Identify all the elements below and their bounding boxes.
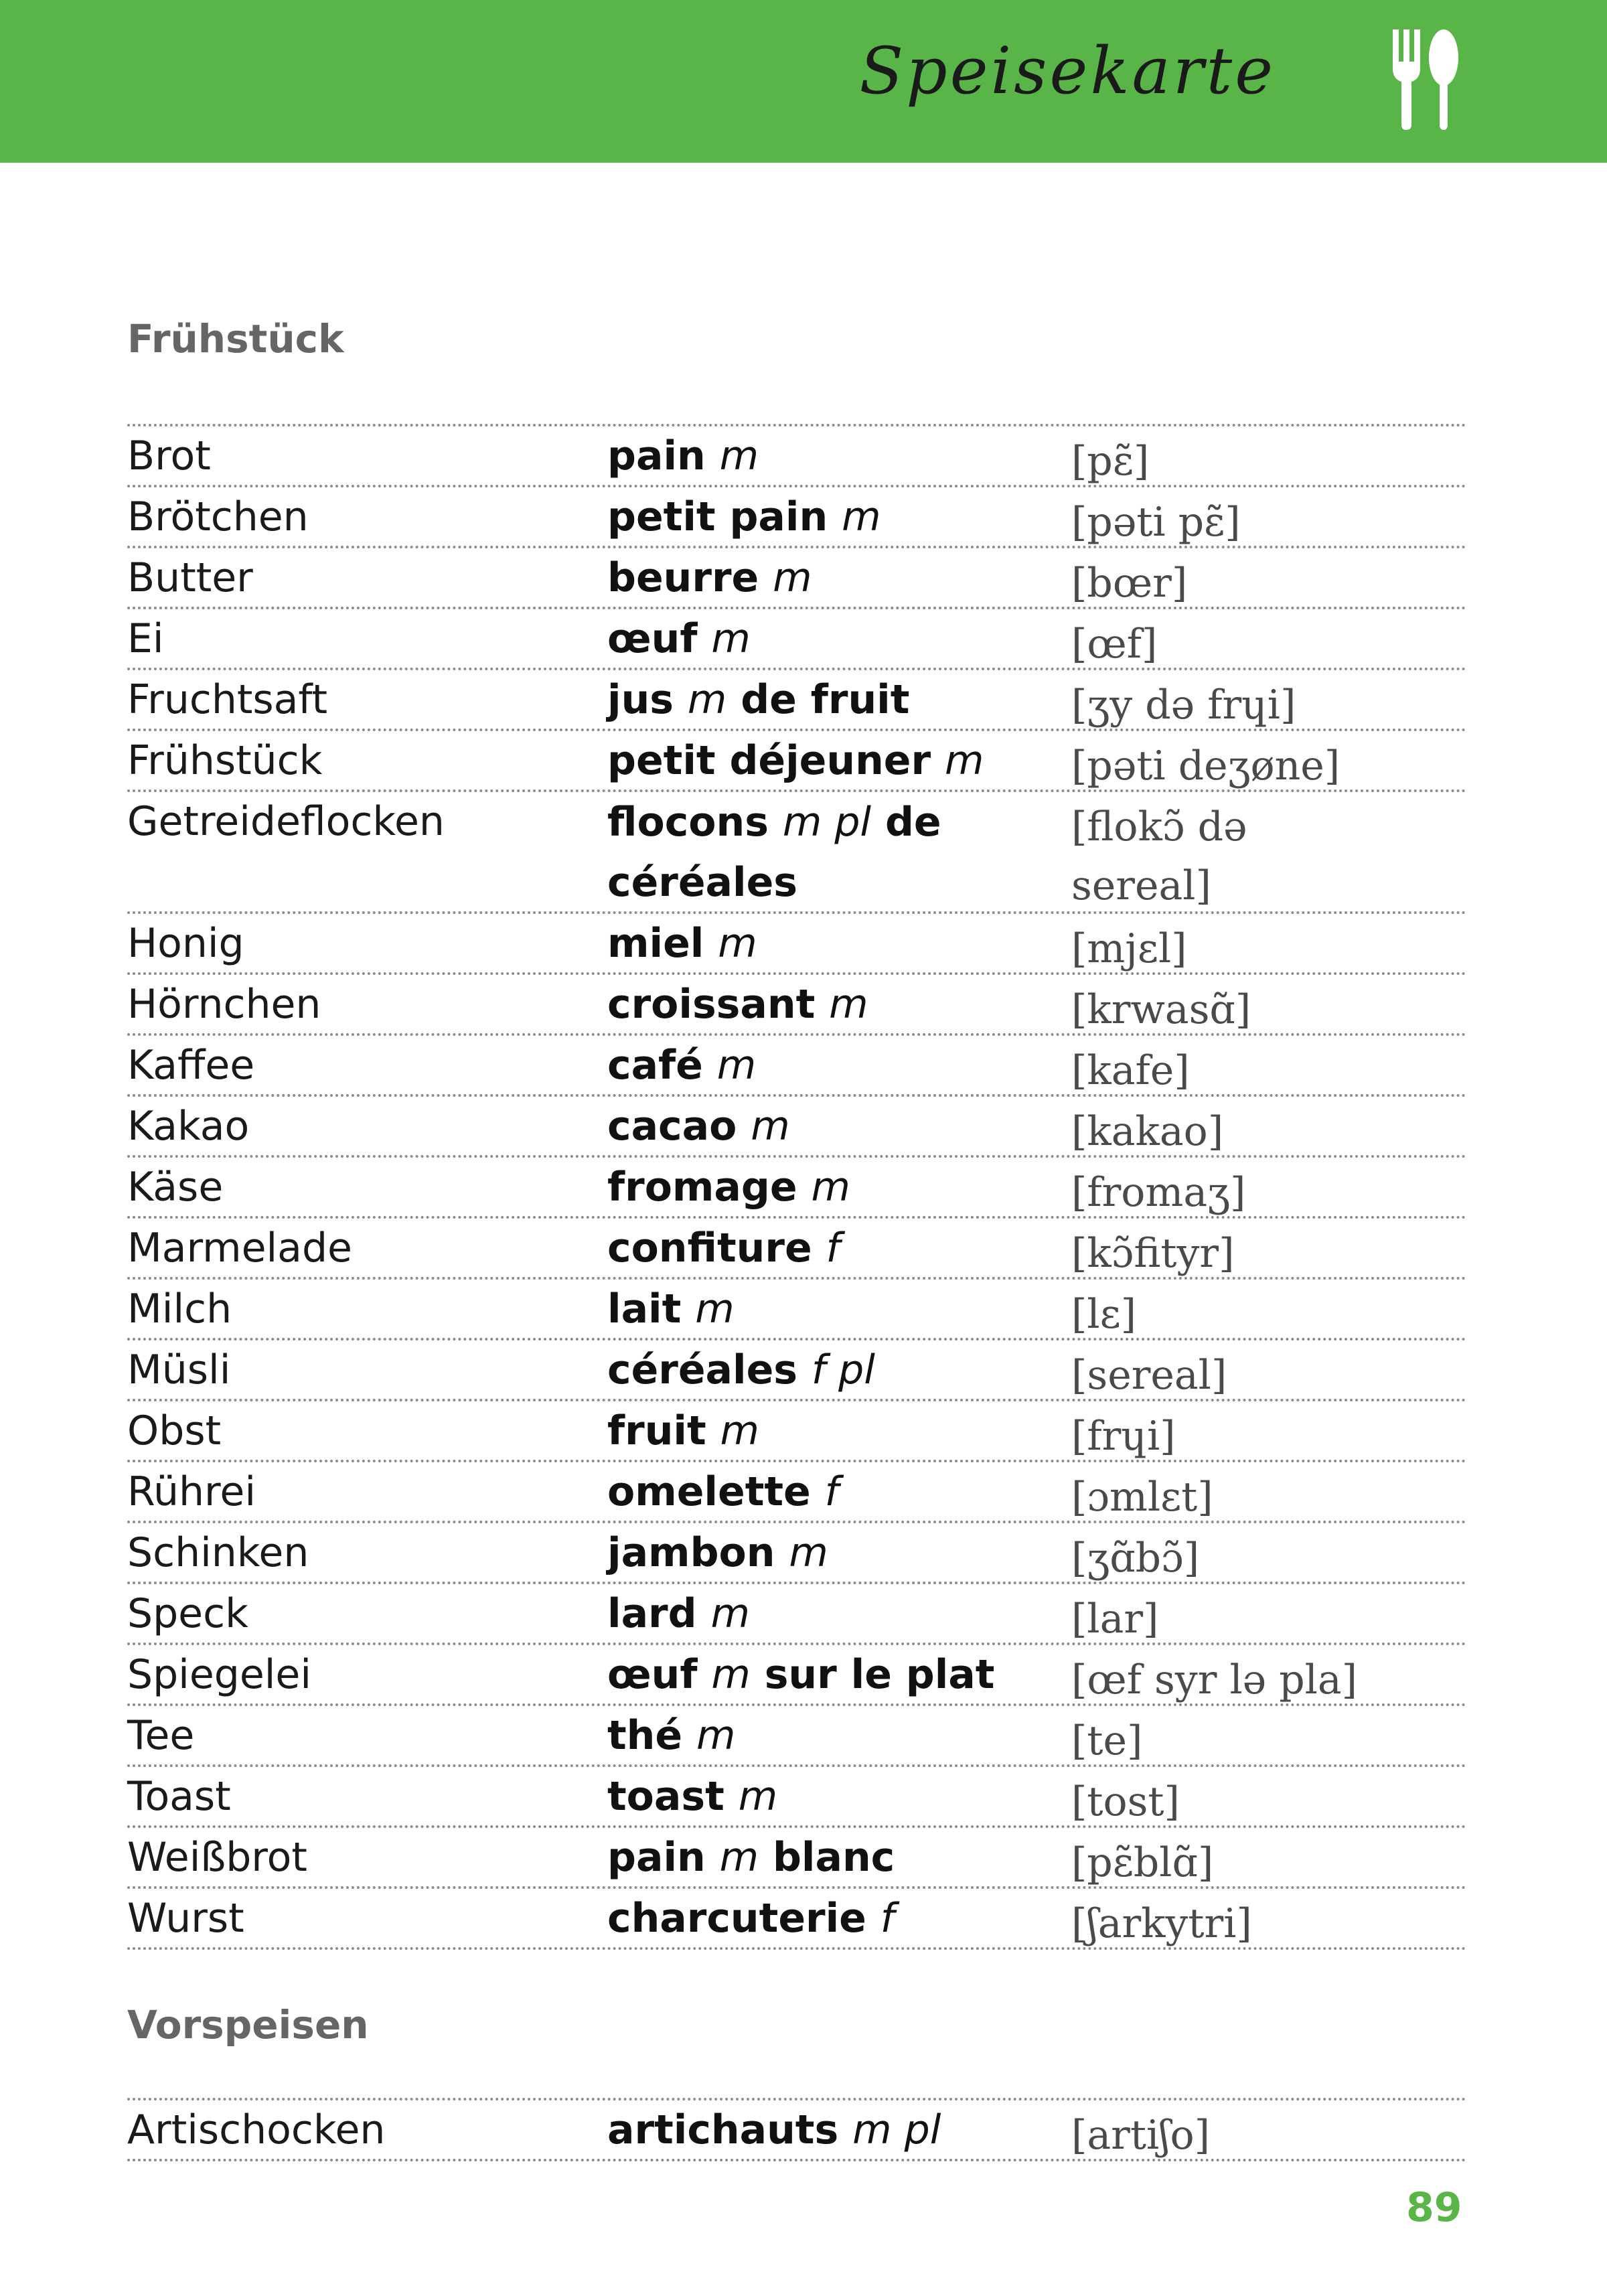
table-row bbox=[127, 670, 1466, 731]
french-word: omelette bbox=[607, 1468, 811, 1515]
gender-label: m bbox=[751, 1103, 790, 1150]
gender-label: m bbox=[696, 1712, 736, 1759]
french-translation bbox=[607, 975, 1049, 1034]
french-translation bbox=[607, 1645, 1049, 1704]
french-translation bbox=[607, 548, 1049, 607]
german-word: Artischocken bbox=[127, 2107, 386, 2153]
french-word: petit déjeuner bbox=[607, 737, 931, 784]
table-row bbox=[127, 1158, 1466, 1219]
phonetic-text: [sereal] bbox=[1071, 1352, 1227, 1399]
french-word: confiture bbox=[607, 1225, 812, 1272]
german-word: Fruchtsaft bbox=[127, 676, 328, 723]
phonetic-transcription bbox=[1071, 1590, 1473, 1649]
table-row bbox=[127, 1584, 1466, 1645]
gender-label: f bbox=[824, 1468, 839, 1515]
phonetic-text: [flokɔ̃ də bbox=[1071, 803, 1247, 850]
phonetic-transcription bbox=[1071, 919, 1473, 978]
table-row bbox=[127, 487, 1466, 548]
gender-label: m bbox=[811, 1164, 850, 1211]
phonetic-transcription bbox=[1071, 432, 1473, 491]
phonetic-text: [ʒɑ̃bɔ̃] bbox=[1071, 1535, 1200, 1582]
table-row bbox=[127, 1462, 1466, 1523]
german-word: Kaffee bbox=[127, 1042, 255, 1089]
gender-label: m bbox=[687, 676, 727, 723]
french-word: thé bbox=[607, 1712, 683, 1759]
phonetic-text-second-line: sereal] bbox=[1071, 862, 1211, 909]
gender-label: m bbox=[719, 433, 759, 479]
phonetic-transcription bbox=[1071, 1894, 1473, 1953]
german-word: Getreideflocken bbox=[127, 798, 445, 845]
phonetic-text: [pɛ̃] bbox=[1071, 438, 1150, 485]
section-title-vorspeisen: Vorspeisen bbox=[127, 2002, 369, 2048]
french-word: cacao bbox=[607, 1103, 737, 1150]
gender-label: m bbox=[773, 554, 812, 601]
phonetic-text: [kakao] bbox=[1071, 1108, 1224, 1155]
french-word-continued: sur le plat bbox=[750, 1651, 995, 1698]
table-row bbox=[127, 1828, 1466, 1889]
german-word: Brot bbox=[127, 433, 211, 479]
section-title-fruehstueck: Frühstück bbox=[127, 316, 344, 362]
german-word: Kakao bbox=[127, 1103, 250, 1150]
french-word: jambon bbox=[607, 1529, 775, 1576]
vocab-table-fruehstueck bbox=[127, 424, 1466, 1950]
phonetic-text: [œf syr lə pla] bbox=[1071, 1657, 1358, 1703]
phonetic-transcription bbox=[1071, 1285, 1473, 1344]
phonetic-text: [lar] bbox=[1071, 1596, 1159, 1642]
french-translation bbox=[607, 427, 1049, 485]
gender-label: m bbox=[695, 1286, 735, 1332]
table-row bbox=[127, 427, 1466, 487]
table-row bbox=[127, 609, 1466, 670]
gender-label: m bbox=[842, 493, 881, 540]
french-translation bbox=[607, 1341, 1049, 1399]
french-word: lait bbox=[607, 1286, 682, 1332]
gender-label: f bbox=[880, 1895, 895, 1942]
phonetic-text: [kafe] bbox=[1071, 1047, 1190, 1094]
gender-label: m pl bbox=[782, 799, 872, 846]
gender-label: m bbox=[716, 1042, 757, 1089]
phonetic-text: [te] bbox=[1071, 1717, 1143, 1764]
table-row bbox=[127, 1219, 1466, 1280]
gender-label: m bbox=[711, 1651, 751, 1698]
gender-label: f bbox=[826, 1225, 840, 1272]
phonetic-transcription bbox=[1071, 676, 1473, 735]
german-word: Tee bbox=[127, 1712, 195, 1759]
phonetic-transcription bbox=[1071, 493, 1473, 552]
french-translation bbox=[607, 1828, 1049, 1887]
phonetic-text: [krwasɑ̃] bbox=[1071, 986, 1251, 1033]
table-row bbox=[127, 975, 1466, 1036]
table-row bbox=[127, 731, 1466, 792]
phonetic-transcription bbox=[1071, 1102, 1473, 1161]
french-word: jus bbox=[607, 676, 674, 723]
table-row bbox=[127, 1523, 1466, 1584]
french-word: œuf bbox=[607, 1651, 698, 1698]
phonetic-transcription bbox=[1071, 1224, 1473, 1283]
phonetic-text: [kɔ̃fityr] bbox=[1071, 1230, 1235, 1277]
phonetic-text: [pəti deʒøne] bbox=[1071, 743, 1341, 789]
french-translation bbox=[607, 914, 1049, 973]
french-word: croissant bbox=[607, 981, 816, 1028]
gender-label: m bbox=[711, 615, 751, 662]
phonetic-text: [ɔmlɛt] bbox=[1071, 1474, 1213, 1521]
french-word: flocons bbox=[607, 799, 769, 846]
german-word: Hörnchen bbox=[127, 981, 321, 1028]
german-word: Honig bbox=[127, 920, 244, 967]
phonetic-text: [fromaʒ] bbox=[1071, 1169, 1246, 1216]
german-word: Milch bbox=[127, 1286, 232, 1332]
german-word: Rührei bbox=[127, 1468, 256, 1515]
french-word-continued: de fruit bbox=[726, 676, 910, 723]
french-word: miel bbox=[607, 920, 704, 967]
german-word: Weißbrot bbox=[127, 1834, 307, 1881]
gender-label: m bbox=[720, 1407, 759, 1454]
phonetic-text: [tost] bbox=[1071, 1778, 1180, 1825]
gender-label: m bbox=[944, 737, 984, 784]
phonetic-transcription bbox=[1071, 1529, 1473, 1588]
gender-label: m bbox=[719, 1834, 759, 1881]
french-translation bbox=[607, 731, 1049, 790]
french-word-second-line: céréales bbox=[607, 859, 798, 906]
german-word: Butter bbox=[127, 554, 253, 601]
table-row bbox=[127, 1889, 1466, 1950]
gender-label: m bbox=[789, 1529, 828, 1576]
german-word: Marmelade bbox=[127, 1225, 352, 1272]
french-word: céréales bbox=[607, 1347, 798, 1393]
german-word: Toast bbox=[127, 1773, 231, 1820]
french-word: café bbox=[607, 1042, 703, 1089]
phonetic-text: [ʒy də frɥi] bbox=[1071, 682, 1296, 729]
phonetic-text: [pɛ̃blɑ̃] bbox=[1071, 1839, 1214, 1886]
french-translation bbox=[607, 1462, 1049, 1521]
gender-label: m bbox=[829, 981, 868, 1028]
german-word: Obst bbox=[127, 1407, 222, 1454]
french-word: pain bbox=[607, 1834, 706, 1881]
phonetic-transcription bbox=[1071, 2106, 1473, 2165]
german-word: Frühstück bbox=[127, 737, 323, 784]
french-translation bbox=[607, 1401, 1049, 1460]
phonetic-text: [mjɛl] bbox=[1071, 925, 1187, 972]
gender-label: m pl bbox=[852, 2107, 941, 2153]
table-row bbox=[127, 1036, 1466, 1097]
french-word: petit pain bbox=[607, 493, 828, 540]
gender-label: f pl bbox=[811, 1347, 875, 1393]
phonetic-text: [frɥi] bbox=[1071, 1413, 1176, 1460]
gender-label: m bbox=[718, 920, 757, 967]
table-row bbox=[127, 1341, 1466, 1401]
french-word: pain bbox=[607, 433, 706, 479]
french-word: fruit bbox=[607, 1407, 706, 1454]
phonetic-transcription bbox=[1071, 737, 1473, 795]
header-title: Speisekarte bbox=[859, 33, 1276, 108]
table-row bbox=[127, 914, 1466, 975]
table-row bbox=[127, 792, 1466, 914]
cutlery-icon bbox=[1387, 29, 1461, 130]
phonetic-transcription bbox=[1071, 980, 1473, 1039]
table-row bbox=[127, 1767, 1466, 1828]
phonetic-transcription bbox=[1071, 554, 1473, 613]
phonetic-transcription bbox=[1071, 1163, 1473, 1222]
phonetic-transcription bbox=[1071, 1651, 1473, 1709]
french-translation bbox=[607, 609, 1049, 668]
french-word: fromage bbox=[607, 1164, 797, 1211]
french-translation bbox=[607, 1584, 1049, 1643]
phonetic-text: [lɛ] bbox=[1071, 1291, 1137, 1338]
phonetic-text: [pəti pɛ̃] bbox=[1071, 499, 1241, 546]
phonetic-text: [bœr] bbox=[1071, 560, 1188, 607]
french-word: artichauts bbox=[607, 2107, 839, 2153]
phonetic-transcription bbox=[1071, 1711, 1473, 1770]
table-row bbox=[127, 1097, 1466, 1158]
phonetic-text: [œf] bbox=[1071, 621, 1158, 668]
table-row bbox=[127, 1645, 1466, 1706]
french-word: beurre bbox=[607, 554, 759, 601]
phonetic-transcription bbox=[1071, 1772, 1473, 1831]
german-word: Müsli bbox=[127, 1347, 231, 1393]
french-word-continued: de bbox=[871, 799, 941, 846]
french-translation bbox=[607, 1158, 1049, 1217]
french-translation bbox=[607, 1767, 1049, 1826]
german-word: Wurst bbox=[127, 1895, 244, 1942]
phonetic-transcription bbox=[1071, 1833, 1473, 1892]
german-word: Spiegelei bbox=[127, 1651, 312, 1698]
table-row bbox=[127, 1280, 1466, 1341]
french-translation bbox=[607, 1706, 1049, 1765]
french-translation bbox=[607, 1219, 1049, 1278]
page-header bbox=[0, 0, 1607, 163]
table-row bbox=[127, 2100, 1466, 2161]
french-translation bbox=[607, 2100, 1049, 2159]
phonetic-transcription bbox=[1071, 615, 1473, 674]
french-word: lard bbox=[607, 1590, 697, 1637]
phonetic-transcription bbox=[1071, 1041, 1473, 1100]
french-translation bbox=[607, 1097, 1049, 1156]
french-translation bbox=[607, 1036, 1049, 1095]
french-translation bbox=[607, 792, 1049, 913]
german-word: Käse bbox=[127, 1164, 224, 1211]
table-row bbox=[127, 1401, 1466, 1462]
french-word: œuf bbox=[607, 615, 698, 662]
vocab-table-vorspeisen bbox=[127, 2098, 1466, 2161]
phonetic-transcription bbox=[1071, 1407, 1473, 1466]
french-translation bbox=[607, 1889, 1049, 1948]
french-translation bbox=[607, 670, 1049, 729]
phonetic-transcription bbox=[1071, 1346, 1473, 1405]
phonetic-transcription bbox=[1071, 797, 1473, 915]
french-translation bbox=[607, 1523, 1049, 1582]
french-translation bbox=[607, 1280, 1049, 1338]
gender-label: m bbox=[710, 1590, 750, 1637]
table-row bbox=[127, 1706, 1466, 1767]
phonetic-transcription bbox=[1071, 1468, 1473, 1527]
german-word: Schinken bbox=[127, 1529, 309, 1576]
page-number: 89 bbox=[1406, 2184, 1462, 2231]
french-word: toast bbox=[607, 1773, 724, 1820]
gender-label: m bbox=[738, 1773, 778, 1820]
french-word-continued: blanc bbox=[759, 1834, 895, 1881]
phonetic-text: [ʃarkytri] bbox=[1071, 1900, 1252, 1947]
french-word: charcuterie bbox=[607, 1895, 866, 1942]
german-word: Ei bbox=[127, 615, 164, 662]
french-translation bbox=[607, 487, 1049, 546]
table-row bbox=[127, 548, 1466, 609]
german-word: Brötchen bbox=[127, 493, 309, 540]
phonetic-text: [artiʃo] bbox=[1071, 2112, 1210, 2159]
german-word: Speck bbox=[127, 1590, 248, 1637]
